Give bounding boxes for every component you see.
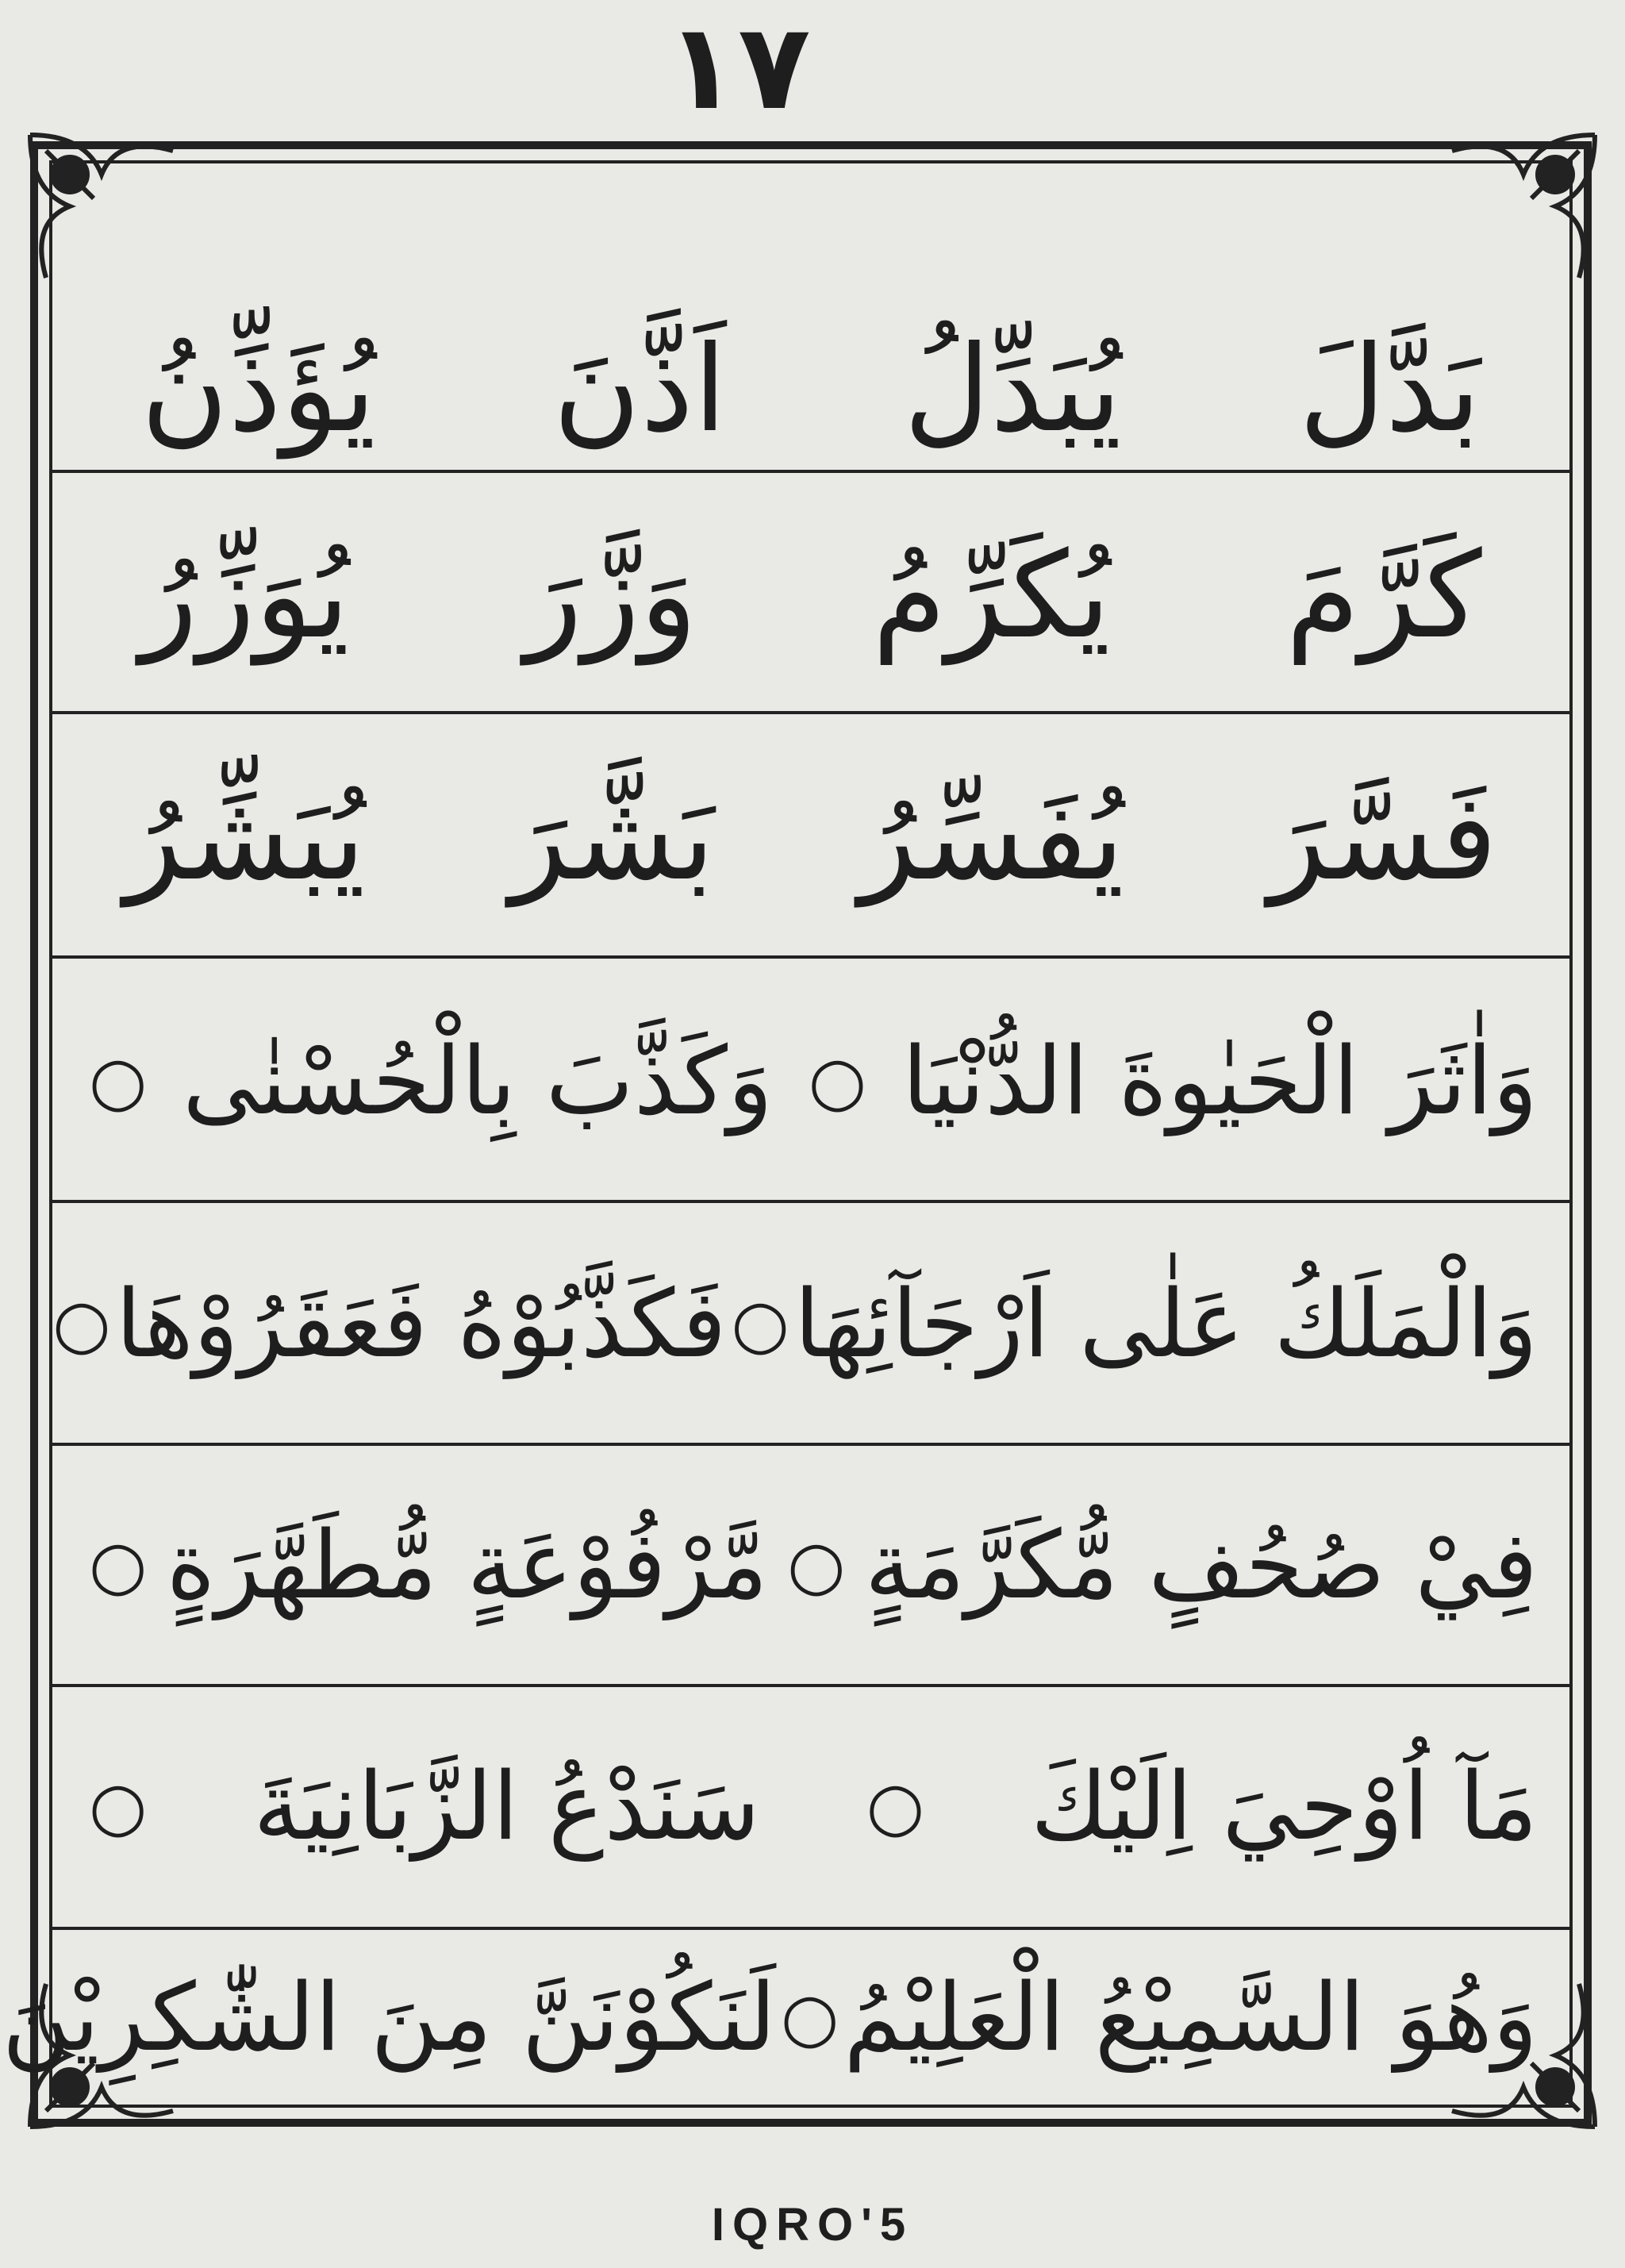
phrase: وَهُوَ السَّمِيْعُ الْعَلِيْمُ [843,1962,1538,2072]
phrase-row-3 [52,1446,1569,1684]
verse-end-marker: ○ [808,1042,867,1120]
word: بَدَّلَ [1298,321,1481,459]
phrase: وَالْمَلَكُ عَلٰى اَرْجَآئِهَا [793,1269,1538,1378]
phrase: وَاٰثَرَ الْحَيٰوةَ الدُّنْيَا [901,1026,1538,1136]
word: يُبَدِّلُ [903,321,1122,459]
phrase: سَنَدْعُ الزَّبَانِيَةَ [253,1751,760,1861]
phrase: فَكَذَّبُوْهُ فَعَقَرُوْهَا [115,1269,727,1378]
verse-end-marker: ○ [52,1285,111,1363]
word-row-1 [52,290,1569,489]
verse-end-marker: ○ [866,1767,925,1845]
phrase-row-5 [2,1930,1569,2105]
page-number: ١٧ [665,0,811,136]
phrase: وَكَذَّبَ بِالْحُسْنٰى [182,1026,773,1136]
word-row-2 [52,481,1569,711]
verse-end-marker: ○ [89,1767,148,1845]
phrase: مَّرْفُوْعَةٍ مُّطَهَّرَةٍ [166,1510,768,1620]
word: يُفَسِّرُ [859,769,1124,907]
phrase-row-4 [52,1687,1569,1925]
word: يُكَرِّمُ [872,527,1111,665]
verse-end-marker: ○ [731,1285,789,1363]
word: وَزَّرَ [524,527,697,665]
phrase: فِيْ صُحُفٍ مُّكَرَّمَةٍ [864,1510,1538,1620]
verse-end-marker: ○ [89,1526,148,1604]
phrase-row-1 [52,962,1569,1200]
word: فَسَّرَ [1268,769,1498,907]
verse-end-marker: ○ [781,1978,839,2056]
phrase: لَنَكُوْنَنَّ مِنَ الشّٰكِرِيْنَ [2,1962,777,2072]
word: يُؤَذِّنُ [140,321,376,459]
word: بَشَّرَ [509,769,715,907]
verse-end-marker: ○ [787,1526,846,1604]
word: كَرَّمَ [1285,527,1482,665]
phrase: مَآ اُوْحِيَ اِلَيْكَ [1030,1751,1538,1861]
verse-end-marker: ○ [89,1042,148,1120]
word-row-3 [52,719,1569,957]
word: يُوَزِّرُ [140,527,350,665]
lesson-rows [2,163,1569,2105]
footer-label: IQRO'5 [711,2199,914,2251]
word: يُبَشِّرُ [124,769,366,907]
phrase-row-2 [52,1205,1569,1443]
word: اَذَّنَ [553,321,727,459]
